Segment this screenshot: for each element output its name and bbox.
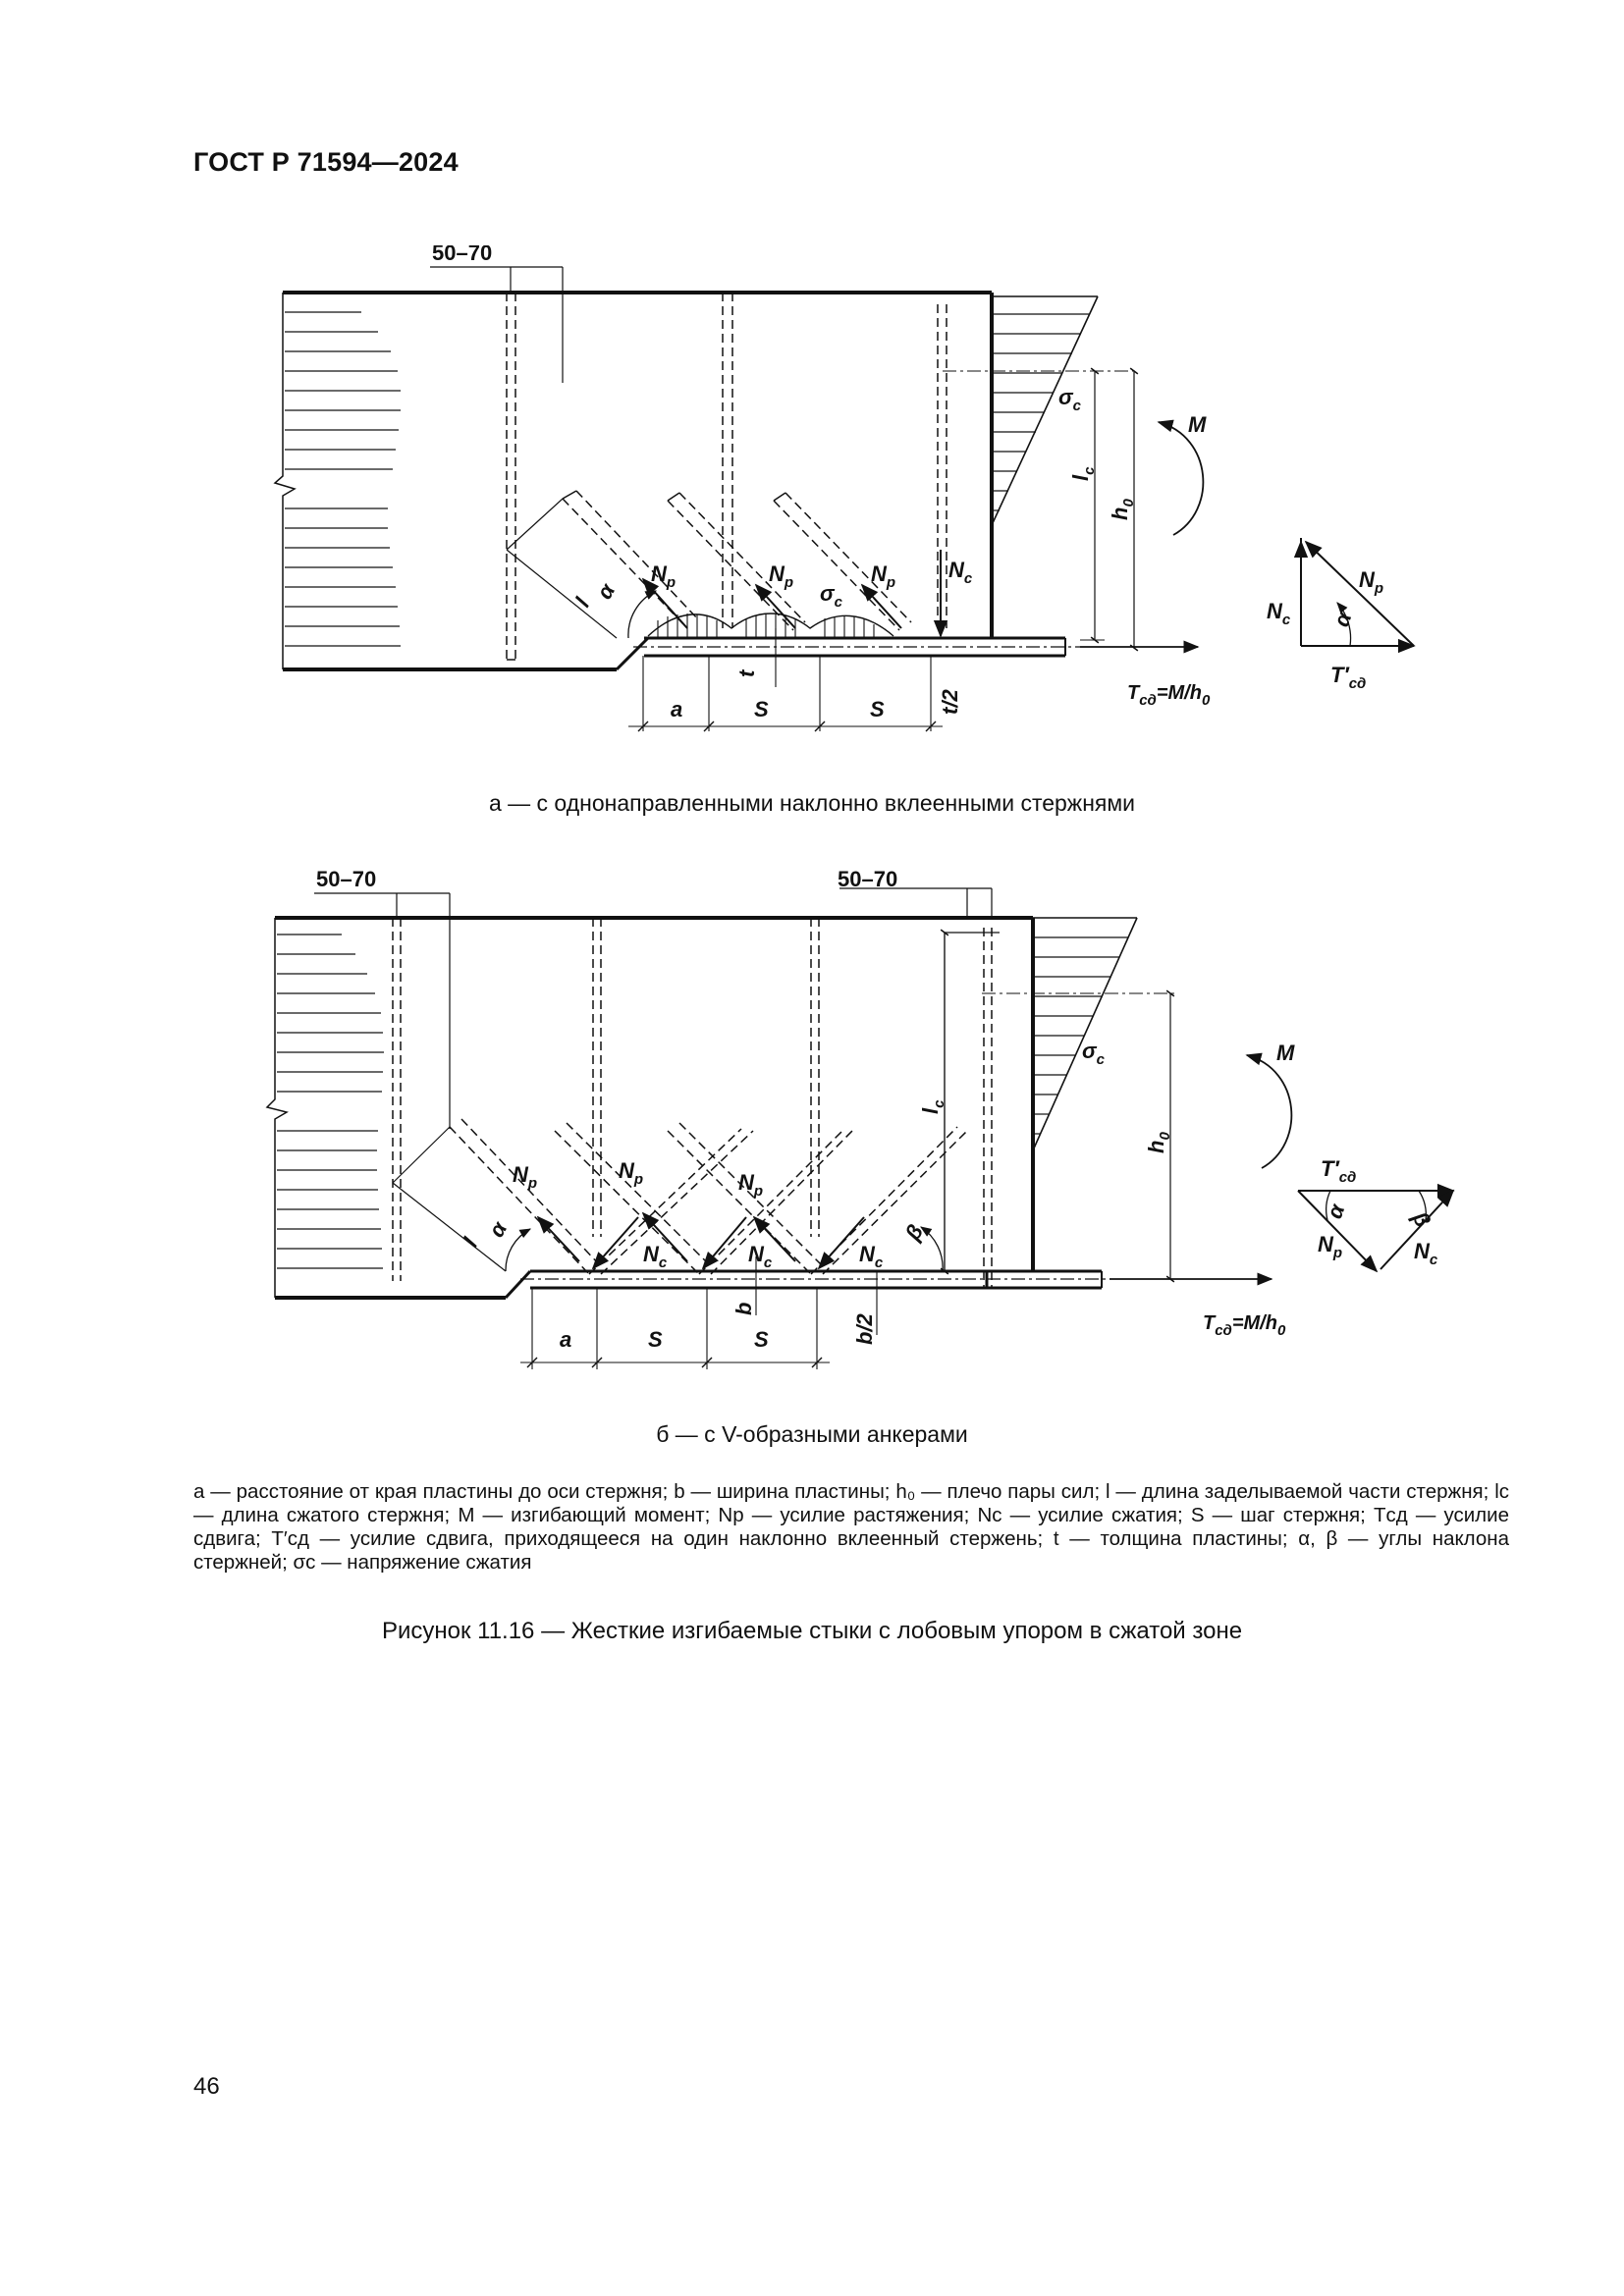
figure-a-caption: а — с однонаправленными наклонно вклеенными стержнями [488,790,1136,816]
fig-a-tri-np: $N_p$ [1359,567,1384,597]
fig-a-np-1: $N_p$ [651,561,677,591]
figure-b-caption: б — с V-образными анкерами [656,1421,968,1447]
fig-a-l: l [569,593,595,612]
fig-a-moment-m: M [1188,412,1207,437]
fig-b-tsd-formula: $T_{сд}=M/h_0$ [1203,1312,1286,1339]
fig-a-t: t [734,669,759,677]
fig-a-h0: $h_0$ [1108,499,1137,520]
figure-title: Рисунок 11.16 — Жесткие изгибаемые стыки с лобовым упором в сжатой зоне [381,1618,1243,1644]
fig-b-nc-1: $N_c$ [643,1242,668,1271]
fig-a-tri-nc: $N_c$ [1267,599,1291,628]
fig-b-lc: $l_c$ [918,1099,947,1114]
fig-a-tri-tsd-prime: $T'_{сд}$ [1330,663,1367,692]
fig-b-h0: $h_0$ [1144,1132,1173,1153]
figure-a-drawing [0,245,1624,766]
fig-a-dim-a: a [671,697,683,721]
fig-a-tri-alpha: α [1328,609,1357,630]
fig-b-np-2: $N_p$ [619,1158,644,1188]
fig-b-beta: β [899,1220,929,1245]
figure-legend: a — расстояние от края пластины до оси стержня; b — ширина пластины; h₀ — плечо пары сил; l — длина заделываемой части стержня; lс — длина сжатого стержня; M — изгибающий момент; Nр — усилие растяжения; Nс — усилие сжатия; S — шаг стержня; Tсд — усилие сдвига; T′сд — усилие сдвига, приходящееся на один наклонно вклеенный стержень; t — толщина пластины; α, β — углы наклона стержней; σс — напряжение сжатия [193,1480,1509,1574]
fig-b-tri-nc: $N_c$ [1414,1239,1438,1268]
fig-a-dim-s1: S [754,697,769,721]
fig-a-sigma-c-plate: $\sigma_с$ [820,581,842,611]
fig-a-np-2: $N_p$ [769,561,794,591]
fig-b-tri-alpha: α [1322,1201,1350,1222]
fig-b-nc-3: $N_c$ [859,1242,884,1271]
fig-b-alpha: α [483,1217,513,1242]
fig-b-np-1: $N_p$ [513,1162,538,1192]
document-header: ГОСТ Р 71594—2024 [193,147,459,177]
fig-b-moment-m: M [1276,1041,1295,1065]
fig-b-l: l [458,1233,483,1252]
fig-a-tsd-formula: $T_{сд}=M/h_0$ [1127,682,1211,709]
fig-b-dim-s1: S [648,1327,663,1352]
page-number: 46 [193,2073,220,2100]
fig-b-b2: b/2 [852,1313,877,1345]
fig-b-dim-50-70-right: 50–70 [838,867,898,891]
fig-a-t2: t/2 [938,689,962,715]
fig-a-lc: $l_c$ [1068,466,1098,481]
fig-b-dim-s2: S [754,1327,769,1352]
fig-b-tri-np: $N_p$ [1318,1232,1343,1261]
fig-b-tri-tsd-prime: $T'_{сд}$ [1321,1156,1357,1186]
fig-b-np-3: $N_p$ [738,1170,764,1200]
figure-b-drawing [0,864,1624,1394]
fig-b-nc-2: $N_c$ [748,1242,773,1271]
fig-b-b: b [731,1302,756,1315]
fig-a-sigma-c: $\sigma_с$ [1058,385,1081,414]
fig-a-dim-s2: S [870,697,885,721]
fig-b-dim-a: a [560,1327,572,1352]
fig-a-alpha: α [591,579,621,604]
fig-b-tri-beta: β [1407,1207,1436,1232]
fig-a-nc: $N_c$ [948,558,973,587]
fig-a-np-3: $N_p$ [871,561,896,591]
fig-a-dim-50-70: 50–70 [432,245,493,265]
fig-b-dim-50-70-left: 50–70 [316,867,377,891]
fig-b-sigma-c: $\sigma_с$ [1082,1039,1105,1068]
